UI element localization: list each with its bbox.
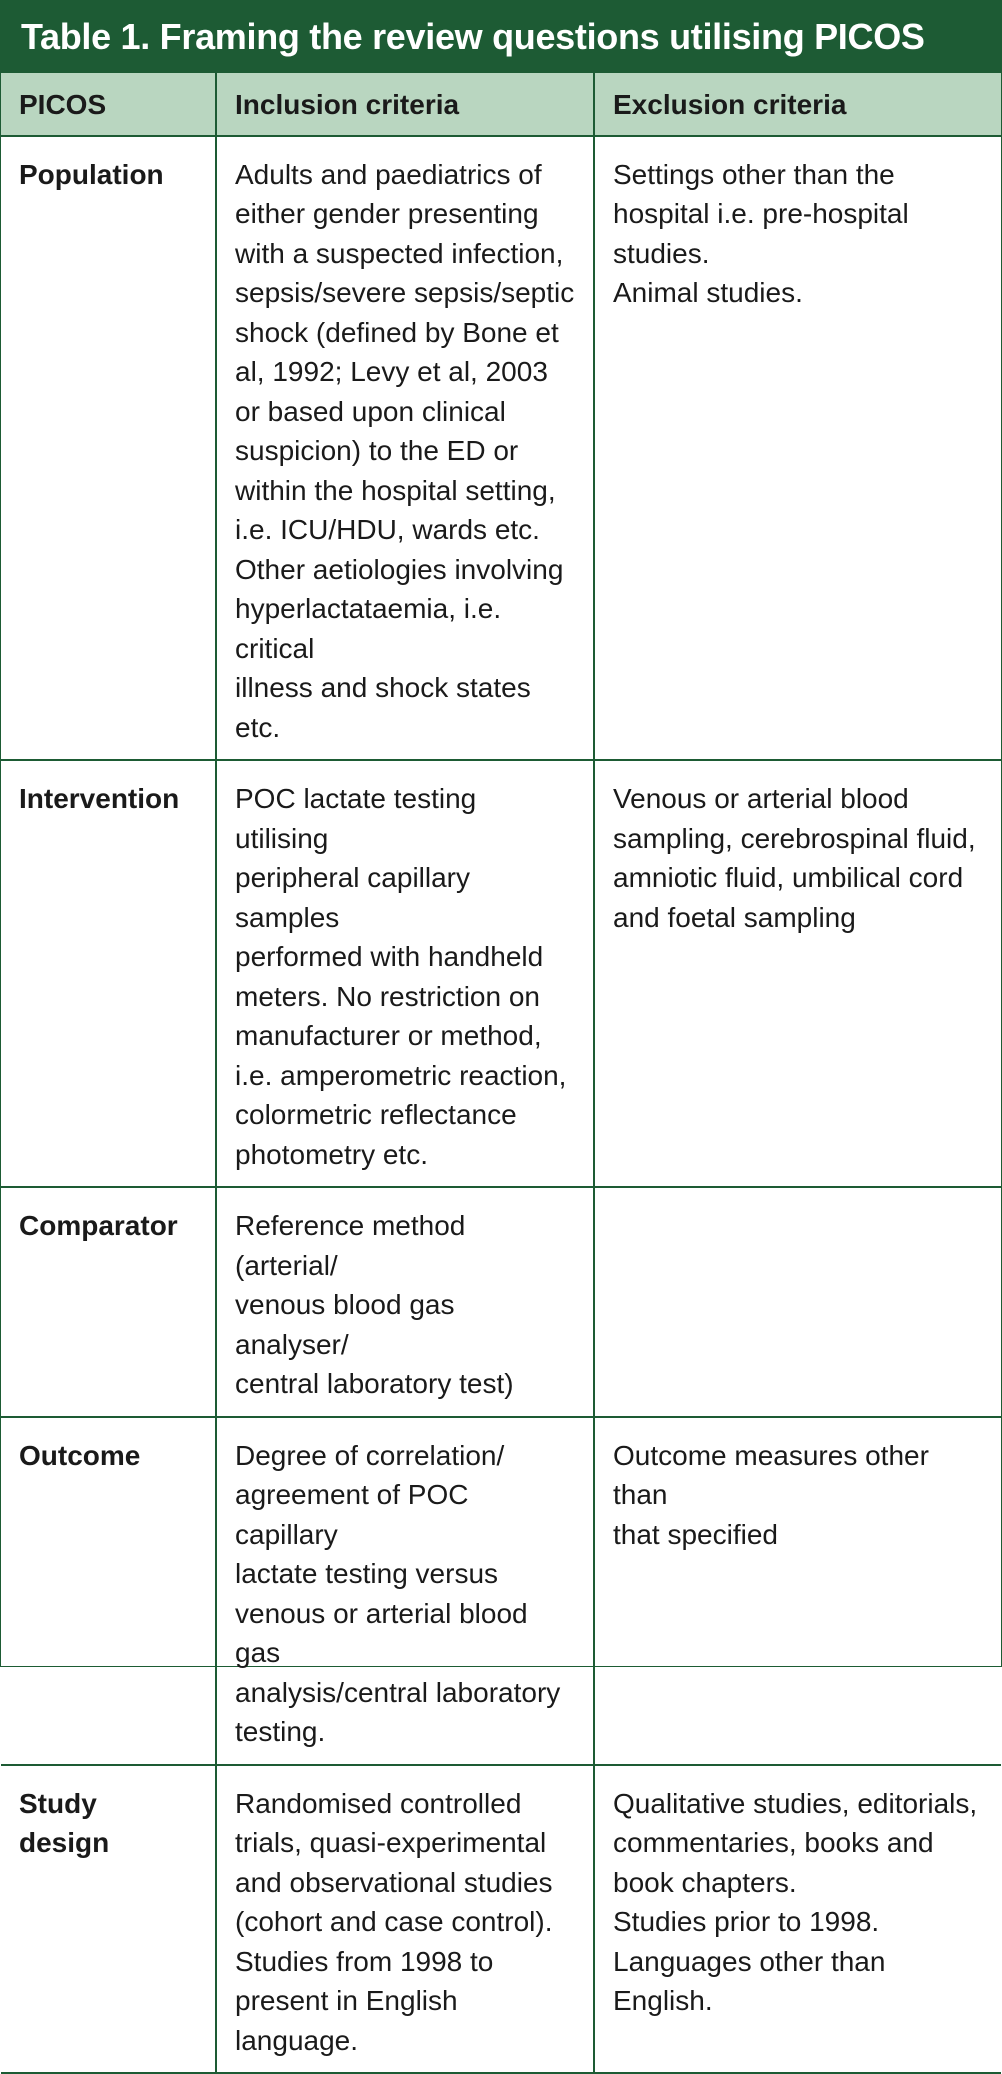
- inclusion-cell-line: POC lactate testing utilising: [235, 783, 477, 854]
- exclusion-cell-line: book chapters.: [613, 1866, 797, 1898]
- inclusion-cell-line: photometry etc.: [235, 1138, 428, 1170]
- inclusion-cell-line: Adults and paediatrics of: [235, 158, 542, 190]
- inclusion-cell-line: Studies from 1998 to: [235, 1945, 494, 1977]
- inclusion-cell: [216, 1765, 594, 2074]
- table-row-outcome: [1, 1417, 1001, 1765]
- inclusion-cell-line: manufacturer or method,: [235, 1020, 542, 1051]
- exclusion-cell-line: and foetal sampling: [613, 901, 856, 933]
- inclusion-cell-line: agreement of POC capillary: [235, 1479, 469, 1550]
- row-label-cell: [1, 1187, 216, 1417]
- column-header-picos: PICOS: [1, 73, 216, 136]
- exclusion-cell-line: sampling, cerebrospinal fluid,: [613, 822, 976, 854]
- inclusion-cell-line: either gender presenting: [235, 198, 539, 229]
- inclusion-cell-line: venous or arterial blood gas: [235, 1597, 528, 1668]
- exclusion-cell-line: Settings other than the: [613, 158, 895, 190]
- exclusion-cell-line: Qualitative studies, editorials,: [613, 1787, 978, 1819]
- exclusion-cell: [594, 760, 1001, 1187]
- row-label-cell-line: Population: [19, 158, 164, 190]
- row-label-cell: [1, 1417, 216, 1765]
- exclusion-cell-line: commentaries, books and: [613, 1827, 934, 1858]
- exclusion-cell: [594, 1187, 1001, 1417]
- row-label-cell-line: Study: [19, 1787, 97, 1819]
- inclusion-cell-line: venous blood gas analyser/: [235, 1289, 455, 1360]
- row-label-cell: [1, 136, 216, 761]
- exclusion-cell-line: Venous or arterial blood: [613, 783, 909, 814]
- table-row-population: [1, 136, 1001, 761]
- inclusion-cell-line: colormetric reflectance: [235, 1099, 517, 1130]
- exclusion-cell: [594, 1417, 1001, 1765]
- inclusion-cell: [216, 1417, 594, 1765]
- inclusion-cell-line: shock (defined by Bone et: [235, 316, 559, 348]
- inclusion-cell-line: (cohort and case control).: [235, 1906, 553, 1937]
- header-row: [1, 73, 1001, 136]
- inclusion-cell-line: testing.: [235, 1716, 326, 1747]
- column-header-inclusion: Inclusion criteria: [216, 73, 594, 136]
- row-label-cell: [1, 1765, 216, 2074]
- row-label-cell-line: design: [19, 1827, 110, 1858]
- exclusion-cell-line: that specified: [613, 1518, 778, 1550]
- exclusion-cell-line: Studies prior to 1998.: [613, 1906, 880, 1937]
- exclusion-cell: [594, 136, 1001, 761]
- inclusion-cell-line: i.e. ICU/HDU, wards etc.: [235, 514, 540, 545]
- table-row-comparator: [1, 1187, 1001, 1417]
- title-bar: [1, 1, 1001, 73]
- inclusion-cell-line: Reference method (arterial/: [235, 1210, 466, 1281]
- exclusion-cell-line: Outcome measures other than: [613, 1439, 929, 1510]
- inclusion-cell-line: illness and shock states etc.: [235, 672, 531, 743]
- row-label-cell-line: Comparator: [19, 1210, 178, 1241]
- inclusion-cell-line: i.e. amperometric reaction,: [235, 1059, 567, 1091]
- exclusion-cell: [594, 1765, 1001, 2074]
- column-header-exclusion: Exclusion criteria: [594, 73, 1001, 136]
- inclusion-cell-line: performed with handheld: [235, 941, 544, 972]
- inclusion-cell-line: within the hospital setting,: [235, 474, 556, 506]
- row-label-cell-line: Outcome: [19, 1439, 141, 1471]
- inclusion-cell-line: peripheral capillary samples: [235, 862, 471, 933]
- inclusion-cell-line: Randomised controlled: [235, 1787, 522, 1819]
- inclusion-cell-line: or based upon clinical: [235, 395, 506, 427]
- exclusion-cell-line: studies.: [613, 237, 710, 269]
- inclusion-cell-line: trials, quasi-experimental: [235, 1827, 547, 1858]
- table-title: Table 1. Framing the review questions utilising PICOS: [21, 16, 925, 57]
- exclusion-cell-line: hospital i.e. pre-hospital: [613, 198, 909, 229]
- inclusion-cell-line: meters. No restriction on: [235, 980, 540, 1012]
- row-label-cell: [1, 760, 216, 1187]
- inclusion-cell-line: lactate testing versus: [235, 1558, 499, 1589]
- inclusion-cell-line: analysis/central laboratory: [235, 1676, 561, 1708]
- inclusion-cell-line: al, 1992; Levy et al, 2003: [235, 356, 548, 387]
- row-label-cell-line: Intervention: [19, 783, 180, 814]
- inclusion-cell-line: and observational studies: [235, 1866, 553, 1898]
- inclusion-cell-line: suspicion) to the ED or: [235, 435, 519, 466]
- inclusion-cell-line: sepsis/severe sepsis/septic: [235, 277, 575, 308]
- picos-table: [1, 73, 1001, 2074]
- inclusion-cell-line: with a suspected infection,: [235, 237, 564, 269]
- inclusion-cell-line: Other aetiologies involving: [235, 553, 564, 585]
- table-row-intervention: [1, 760, 1001, 1187]
- table-row-study-design: [1, 1765, 1001, 2074]
- inclusion-cell-line: Degree of correlation/: [235, 1439, 505, 1471]
- exclusion-cell-line: amniotic fluid, umbilical cord: [613, 862, 964, 893]
- inclusion-cell-line: hyperlactataemia, i.e. critical: [235, 593, 502, 664]
- inclusion-cell: [216, 136, 594, 761]
- exclusion-cell-line: Languages other than English.: [613, 1945, 886, 2016]
- inclusion-cell-line: central laboratory test): [235, 1368, 514, 1399]
- exclusion-cell-line: Animal studies.: [613, 277, 803, 308]
- inclusion-cell-line: present in English language.: [235, 1985, 458, 2056]
- inclusion-cell: [216, 1187, 594, 1417]
- inclusion-cell: [216, 760, 594, 1187]
